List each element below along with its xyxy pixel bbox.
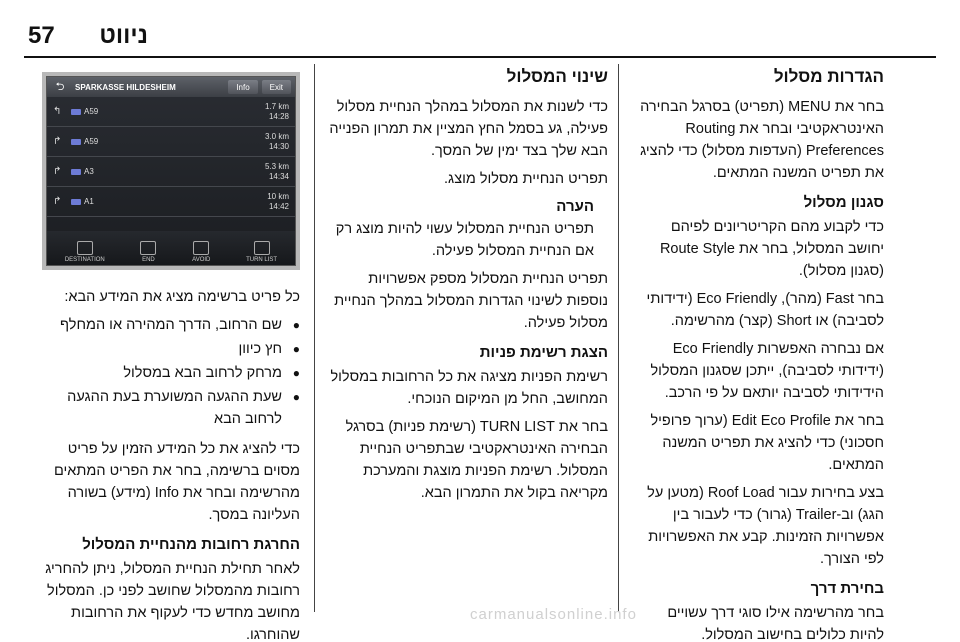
turn-list-button[interactable] xyxy=(246,241,277,263)
turn-list-row[interactable] xyxy=(47,157,295,187)
distance-label: 3.0 km xyxy=(264,131,289,141)
paragraph-roof-load: בצע בחירות עבור Roof Load (מטען על הגג) וב-Trailer (גרור) כדי לעבור בין אפשרויות הזמינות. קבע את האפשרויות לפי הצורך. xyxy=(647,485,884,567)
note-title: הערה xyxy=(556,198,594,215)
page-number: 57 xyxy=(28,22,55,49)
road-label: A1 xyxy=(84,197,94,206)
end-button[interactable] xyxy=(140,241,156,263)
time-label: 14:30 xyxy=(268,141,289,151)
section-title: ניווט xyxy=(99,22,148,49)
screen-title: SPARKASSE HILDESHEIM xyxy=(75,82,176,92)
column-route-change xyxy=(328,66,608,510)
exit-button[interactable]: Exit xyxy=(262,80,291,94)
avoid-label: AVOID xyxy=(192,257,211,263)
distance-label: 10 km xyxy=(267,191,289,201)
avoid-icon xyxy=(193,241,209,255)
turn-list-row[interactable] xyxy=(47,97,295,127)
header-rule xyxy=(24,56,936,58)
paragraph-exclude-streets: לאחר תחילת הנחיית המסלול, ניתן להחריג רחובות מהמסלול שחושב לפני כן. המסלול מחושב מחדש כדי לעקוף את הרחובות שהוחרגו. xyxy=(45,561,300,642)
paragraph-turn-list-select: בחר את TURN LIST (רשימת פניות) בסרגל הבחירה האינטראקטיבי שבתפריט הנחיית המסלול. רשימת הפניות מוצגת והמערכת מקריאה בקול את התמרון הבא. xyxy=(345,419,608,501)
screenshot-figure xyxy=(42,72,300,270)
time-label: 14:34 xyxy=(268,171,289,181)
note-body: תפריט הנחיית המסלול עשוי להיות מוצג רק אם הנחיית המסלול פעילה. xyxy=(335,221,594,259)
paragraph-eco: אם נבחרה האפשרות Eco Friendly (ידידותי לסביבה), ייתכן שסגנון המסלול הידידותי לסביבה יותאם על פי הרכב. xyxy=(650,341,884,401)
time-label: 14:42 xyxy=(268,201,289,211)
column-route-settings xyxy=(636,66,884,642)
paragraph-edit-eco: בחר את Edit Eco Profile (ערוך פרופיל חסכוני) כדי להציג את תפריט המשנה המתאים. xyxy=(650,413,884,473)
watermark: carmanualsonline.info xyxy=(470,606,637,623)
turn-arrow-icon: ↱ xyxy=(53,196,62,207)
end-label: END xyxy=(142,257,155,263)
time-label: 14:28 xyxy=(268,111,289,121)
screen-bottom-bar xyxy=(47,231,295,265)
info-button[interactable]: Info xyxy=(228,80,257,94)
back-icon[interactable]: ⮌ xyxy=(55,80,65,93)
destination-label: DESTINATION xyxy=(64,257,105,263)
paragraph-road-selection: בחר מהרשימה אילו סוגי דרך עשויים להיות כלולים בחישוב המסלול. xyxy=(667,605,884,642)
turn-list-label: TURN LIST xyxy=(246,257,278,263)
avoid-button[interactable] xyxy=(192,241,210,263)
heading-exclude-streets: החרגת רחובות מהנחיית המסלול xyxy=(82,536,300,553)
turn-arrow-icon: ↱ xyxy=(53,136,62,147)
column-turn-list-details xyxy=(42,286,300,642)
turn-list-icon xyxy=(254,241,270,255)
heading-route-style: סגנון מסלול xyxy=(803,194,884,211)
paragraph-route-style: כדי לקבוע מהם הקריטריונים לפיהם יחושב המסלול, בחר את Route Style (סגנון מסלול). xyxy=(659,219,884,279)
road-shield-icon xyxy=(71,169,81,175)
turn-arrow-icon: ↰ xyxy=(53,106,62,117)
turn-list-row[interactable] xyxy=(47,127,295,157)
paragraph-info: כדי להציג את כל המידע הזמין על פריט מסוים ברשימה, בחר את הפריט המתאים מהרשימה ובחר את Info (מידע) בשורה העליונה במסך. xyxy=(53,441,300,523)
paragraph-more-options: תפריט הנחיית המסלול מספק אפשרויות נוספות לשינוי הגדרות המסלול במהלך הנחיית מסלול פעילה. xyxy=(334,271,608,331)
paragraph-menu: בחר את MENU (תפריט) בסרגל הבחירה האינטראקטיבי ובחר את Routing Preferences (העדפות מסלול) כדי להציג את תפריט המשנה המתאים. xyxy=(640,99,884,181)
heading-road-selection: בחירת דרך xyxy=(810,580,884,597)
list-item: ● שם הרחוב, הדרך המהירה או המחלף xyxy=(42,314,300,336)
screen-top-bar xyxy=(47,77,295,97)
paragraph-item-info: כל פריט ברשימה מציג את המידע הבא: xyxy=(64,289,300,305)
road-label: A59 xyxy=(84,107,99,116)
road-label: A59 xyxy=(84,137,99,146)
item-info-list xyxy=(42,314,300,430)
road-shield-icon xyxy=(71,109,81,115)
list-item: ● מרחק לרחוב הבא במסלול xyxy=(42,362,300,384)
heading-route-settings: הגדרות מסלול xyxy=(773,67,884,86)
distance-label: 5.3 km xyxy=(264,161,289,171)
paragraph-menu-shown: תפריט הנחיית מסלול מוצג. xyxy=(444,171,608,187)
paragraph-fast: בחר Fast (מהר), Eco Friendly (ידידותי לסביבה) או Short (קצר) מהרשימה. xyxy=(646,291,884,329)
road-shield-icon xyxy=(71,139,81,145)
destination-button[interactable] xyxy=(65,241,105,263)
navigation-screen xyxy=(46,76,296,266)
road-label: A3 xyxy=(84,167,94,176)
road-shield-icon xyxy=(71,199,81,205)
destination-icon xyxy=(77,241,93,255)
heading-turn-list: הצגת רשימת פניות xyxy=(479,344,608,361)
paragraph-route-change: כדי לשנות את המסלול במהלך הנחיית מסלול פעילה, גע בסמל החץ המציין את תמרון הפנייה הבא שלך בצד ימין של המסך. xyxy=(329,99,608,159)
heading-route-change: שינוי המסלול xyxy=(506,67,608,86)
paragraph-turn-list: רשימת הפניות מציגה את כל הרחובות במסלול המחושב, החל מן המיקום הנוכחי. xyxy=(330,369,608,407)
turn-list-row[interactable] xyxy=(47,187,295,217)
list-item: ● שעת ההגעה המשוערת בעת ההגעה לרחוב הבא xyxy=(42,386,300,430)
column-divider-right xyxy=(618,64,619,612)
turn-arrow-icon: ↱ xyxy=(53,166,62,177)
list-item: ● חץ כיוון xyxy=(42,338,300,360)
end-icon xyxy=(140,241,156,255)
distance-label: 1.7 km xyxy=(264,101,289,111)
column-divider-left xyxy=(314,64,315,612)
